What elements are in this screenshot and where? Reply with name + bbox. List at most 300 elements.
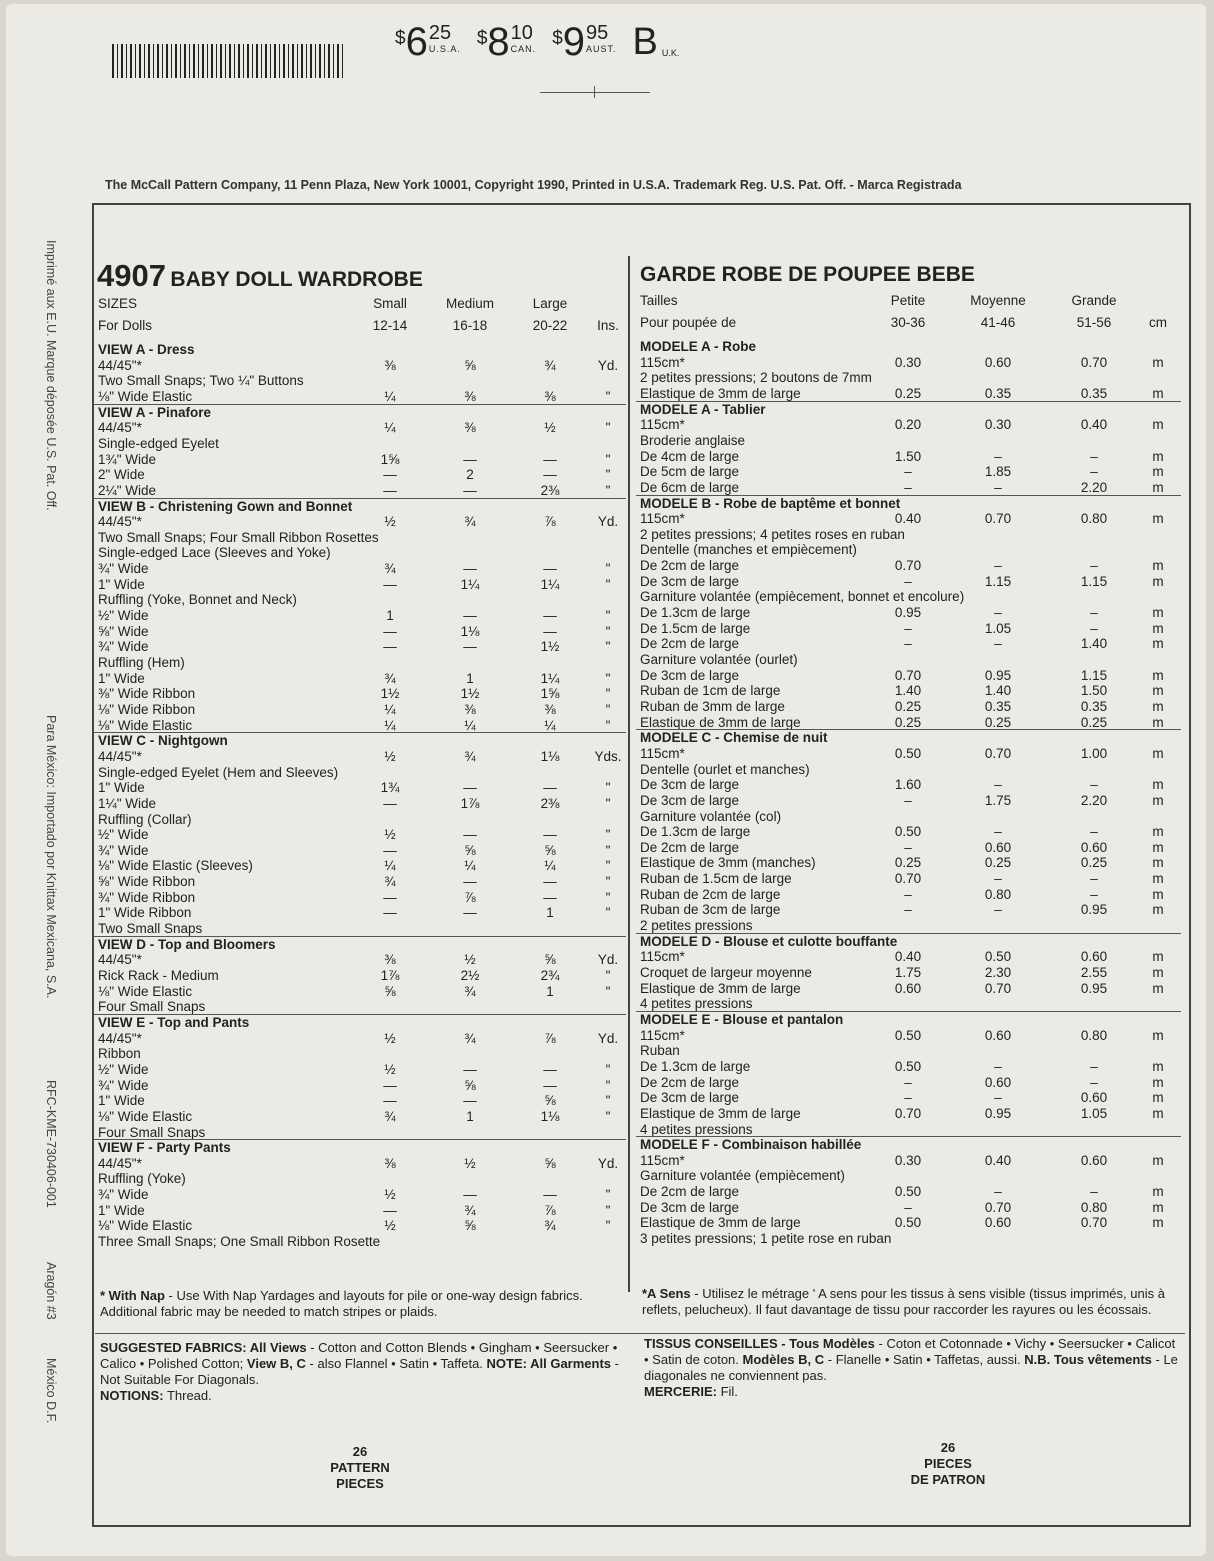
- yardage-row: [98, 780, 628, 796]
- item-label: De 1.3cm de large: [640, 824, 751, 840]
- value-medium: –: [994, 605, 1002, 621]
- value-large: ⅞: [544, 1030, 556, 1046]
- yardage-row: [98, 639, 628, 655]
- price-locale: U.S.A.: [428, 44, 461, 54]
- barcode: [112, 44, 344, 78]
- value-small: —: [383, 889, 397, 905]
- value-small: —: [383, 467, 397, 483]
- value-medium: ½: [464, 952, 476, 968]
- view-heading-row: [640, 339, 1185, 355]
- value-large: ⅝: [544, 842, 556, 858]
- value-small: –: [904, 902, 912, 918]
- value-medium: ¾: [464, 748, 476, 764]
- value-medium: 1.75: [984, 792, 1012, 808]
- value-medium: 1½: [460, 686, 480, 702]
- view-heading-row: [640, 496, 1185, 512]
- value-medium: 0.35: [984, 385, 1012, 401]
- yardage-row: [640, 652, 1185, 668]
- value-small: 0.70: [894, 1105, 922, 1121]
- value-large: —: [543, 451, 557, 467]
- value-small: 1.40: [894, 683, 922, 699]
- value-small: 1¾: [380, 780, 400, 796]
- item-label: 2 petites pressions; 4 petites roses en ruban: [640, 526, 905, 542]
- unit: ": [605, 842, 611, 858]
- yardage-row: [98, 545, 628, 561]
- value-medium: 0.70: [984, 980, 1012, 996]
- value-medium: 2.30: [984, 965, 1012, 980]
- value-medium: ¼: [464, 858, 476, 874]
- yardage-row: [98, 624, 628, 640]
- yardage-row: [640, 887, 1185, 903]
- yardage-row: [98, 921, 628, 937]
- value-medium: 0.60: [984, 839, 1012, 855]
- value-small: —: [383, 795, 397, 811]
- value-large: –: [1090, 871, 1098, 887]
- value-small: 0.25: [894, 855, 922, 871]
- value-large: ½: [544, 420, 556, 436]
- item-label: De 5cm de large: [640, 464, 740, 480]
- value-small: ⅜: [384, 952, 396, 968]
- item-label: De 1.3cm de large: [640, 1058, 751, 1074]
- view-heading: MODELE C - Chemise de nuit: [640, 730, 828, 746]
- value-small: –: [904, 1074, 912, 1090]
- value-large: 0.35: [1080, 698, 1108, 714]
- yardage-row: [98, 968, 628, 984]
- value-small: –: [904, 1090, 912, 1106]
- item-label: Garniture volantée (ourlet): [640, 652, 798, 667]
- item-label: Single-edged Eyelet: [98, 435, 219, 451]
- value-medium: 0.50: [984, 949, 1012, 965]
- value-small: 1.75: [894, 965, 922, 980]
- yardage-row: [640, 1153, 1185, 1169]
- view-heading: VIEW A - Dress: [98, 342, 195, 357]
- unit: m: [1152, 902, 1164, 918]
- yardage-row: [98, 1093, 628, 1109]
- item-label: Four Small Snaps: [98, 999, 206, 1015]
- price-locale: CAN.: [510, 44, 537, 54]
- unit: m: [1152, 636, 1164, 652]
- yardage-row: [98, 1203, 628, 1219]
- unit: m: [1152, 511, 1164, 527]
- yardage-row: [640, 902, 1185, 918]
- unit: m: [1152, 1058, 1164, 1074]
- yardage-row: [640, 1059, 1185, 1075]
- yardage-row: [640, 355, 1185, 371]
- fabrics-views: View B, C: [243, 1356, 306, 1371]
- yardage-row: [98, 577, 628, 593]
- value-large: —: [543, 623, 557, 639]
- value-small: ⅝: [384, 983, 396, 999]
- yardage-row: [640, 1043, 1185, 1059]
- yardage-row: [640, 1122, 1185, 1138]
- unit: m: [1152, 886, 1164, 902]
- yardage-row: [98, 952, 628, 968]
- value-medium: ¾: [464, 1202, 476, 1218]
- unit: m: [1152, 839, 1164, 855]
- value-medium: 0.60: [984, 1027, 1012, 1043]
- value-small: –: [904, 1199, 912, 1215]
- unit: ": [605, 608, 611, 624]
- view-heading: VIEW D - Top and Bloomers: [98, 936, 276, 952]
- value-large: 1⅛: [540, 748, 560, 764]
- unit: ": [605, 451, 611, 467]
- value-large: 0.60: [1080, 839, 1108, 855]
- yardage-row: [98, 1171, 628, 1187]
- item-label: Garniture volantée (empiècement, bonnet et encolure): [640, 589, 965, 605]
- value-large: —: [543, 467, 557, 483]
- pattern-title: BABY DOLL WARDROBE: [170, 268, 423, 291]
- item-label: 115cm*: [640, 354, 685, 370]
- item-label: 115cm*: [640, 1152, 685, 1168]
- value-small: 1⅞: [380, 968, 400, 983]
- yardage-row: [640, 715, 1185, 731]
- item-label: Ruffling (Hem): [98, 655, 185, 670]
- size-range: 41-46: [980, 315, 1016, 330]
- value-small: 0.70: [894, 558, 922, 574]
- yardage-row: [640, 824, 1185, 840]
- item-label: 44/45"*: [98, 1155, 142, 1171]
- value-small: 0.50: [894, 1058, 922, 1074]
- view-heading-row: [98, 499, 628, 515]
- value-medium: –: [994, 1184, 1002, 1200]
- nap-note-text: - Use With Nap Yardages and layouts for pile or one-way design fabrics. Additional fabric may be needed to match stripes or plaids.: [100, 1288, 583, 1319]
- item-label: Ruban de 3mm de large: [640, 698, 785, 714]
- item-label: 2" Wide: [98, 467, 145, 483]
- value-large: ¼: [544, 717, 556, 733]
- unit: ": [605, 1061, 611, 1077]
- value-small: ⅜: [384, 357, 396, 373]
- view-heading-row: [98, 405, 628, 421]
- value-small: —: [383, 1077, 397, 1093]
- unit: m: [1152, 871, 1164, 887]
- view-heading: VIEW B - Christening Gown and Bonnet: [98, 498, 353, 514]
- yardage-row: [640, 1200, 1185, 1216]
- item-label: Ruffling (Collar): [98, 811, 192, 827]
- unit: m: [1152, 714, 1164, 730]
- unit: ": [605, 388, 611, 404]
- unit: ": [605, 905, 611, 921]
- fabrics-note-text: - Le diagonales ne conviennent pas.: [644, 1352, 1178, 1383]
- item-label: ⅛" Wide Ribbon: [98, 701, 196, 717]
- value-small: 0.40: [894, 511, 922, 527]
- yardage-row: [98, 984, 628, 1000]
- yardage-row: [98, 1125, 628, 1141]
- unit: ": [605, 968, 611, 983]
- price-symbol: $: [552, 28, 563, 49]
- value-medium: –: [994, 479, 1002, 495]
- value-small: ¾: [384, 670, 396, 686]
- item-label: 1" Wide Ribbon: [98, 905, 192, 921]
- item-label: 115cm*: [640, 949, 685, 965]
- value-small: 0.95: [894, 605, 922, 621]
- unit: Yd.: [597, 1030, 619, 1046]
- value-large: ¾: [544, 357, 556, 373]
- yardage-row: [640, 527, 1185, 543]
- value-small: ½: [384, 827, 396, 843]
- value-medium: 0.60: [984, 354, 1012, 370]
- value-large: 2⅜: [540, 482, 560, 498]
- item-label: ½" Wide: [98, 1061, 149, 1077]
- unit: m: [1152, 417, 1164, 433]
- price-cents: 10: [510, 22, 533, 44]
- unit: m: [1152, 1215, 1164, 1231]
- yardage-row: [640, 683, 1185, 699]
- value-small: ½: [384, 1187, 396, 1203]
- item-label: ⅛" Wide Elastic: [98, 717, 193, 733]
- value-medium: —: [463, 482, 477, 498]
- value-large: —: [543, 1077, 557, 1093]
- size-small: Petite: [890, 293, 926, 308]
- value-medium: 2½: [460, 968, 480, 983]
- side-text-mexico: Para México: Importado por Knittax Mexicana, S.A.: [44, 715, 58, 999]
- yardage-row: [640, 981, 1185, 997]
- yardage-row: [640, 793, 1185, 809]
- unit: ": [605, 827, 611, 843]
- nap-note-fr: [642, 1286, 1182, 1318]
- yardage-row: [640, 621, 1185, 637]
- item-label: Two Small Snaps; Two ¼" Buttons: [98, 373, 304, 389]
- value-large: –: [1090, 448, 1098, 464]
- value-medium: 0.80: [984, 886, 1012, 902]
- item-label: ⅛" Wide Elastic: [98, 983, 193, 999]
- item-label: De 6cm de large: [640, 479, 740, 495]
- value-small: 0.60: [894, 980, 922, 996]
- value-large: 1.40: [1080, 636, 1108, 652]
- yardage-row: [640, 558, 1185, 574]
- value-medium: —: [463, 561, 477, 577]
- yardage-row: [98, 1156, 628, 1172]
- yardage-row: [640, 871, 1185, 887]
- value-small: ¾: [384, 874, 396, 890]
- item-label: Elastique de 3mm de large: [640, 714, 801, 730]
- item-label: Ruban de 1cm de large: [640, 683, 781, 699]
- value-medium: –: [994, 824, 1002, 840]
- size-medium: Moyenne: [970, 293, 1026, 308]
- item-label: Three Small Snaps; One Small Ribbon Rosette: [98, 1234, 381, 1250]
- view-heading-row: [640, 934, 1185, 950]
- for-dolls-label: For Dolls: [98, 318, 153, 333]
- value-large: 0.70: [1080, 354, 1108, 370]
- unit: ": [605, 670, 611, 686]
- yardage-row: [640, 840, 1185, 856]
- value-small: 0.30: [894, 354, 922, 370]
- item-label: De 1.3cm de large: [640, 605, 751, 621]
- size-range: 16-18: [452, 318, 488, 333]
- value-medium: 1.15: [984, 573, 1012, 589]
- value-small: —: [383, 576, 397, 592]
- yardage-row: [98, 796, 628, 812]
- value-medium: ⅝: [464, 842, 476, 858]
- value-large: 1⅛: [540, 1108, 560, 1124]
- value-medium: ½: [464, 1155, 476, 1171]
- unit: m: [1152, 1090, 1164, 1106]
- unit: m: [1152, 573, 1164, 589]
- value-medium: 0.95: [984, 667, 1012, 683]
- value-small: ¼: [384, 420, 396, 436]
- yardage-row: [98, 608, 628, 624]
- value-small: 0.50: [894, 1184, 922, 1200]
- yardage-row: [640, 1215, 1185, 1231]
- yardage-row: [98, 905, 628, 921]
- unit: ": [605, 561, 611, 577]
- item-label: ¾" Wide: [98, 639, 149, 655]
- value-large: –: [1090, 620, 1098, 636]
- value-small: —: [383, 1202, 397, 1218]
- value-small: —: [383, 639, 397, 655]
- yardage-row: [98, 420, 628, 436]
- item-label: De 1.5cm de large: [640, 620, 751, 636]
- value-large: 0.60: [1080, 1152, 1108, 1168]
- item-label: De 3cm de large: [640, 667, 740, 683]
- price-locale: U.K.: [661, 48, 680, 58]
- value-large: ⅝: [544, 952, 556, 968]
- pieces-label: PIECES: [336, 1476, 384, 1491]
- price-can: [477, 22, 536, 62]
- item-label: Croquet de largeur moyenne: [640, 965, 812, 980]
- view-heading: VIEW A - Pinafore: [98, 404, 212, 420]
- value-large: –: [1090, 1058, 1098, 1074]
- item-label: 44/45"*: [98, 1030, 142, 1046]
- yardage-row: [98, 1234, 628, 1250]
- value-medium: —: [463, 1061, 477, 1077]
- yardage-row: [98, 749, 628, 765]
- unit: m: [1152, 385, 1164, 401]
- price-symbol: $: [476, 28, 488, 49]
- value-large: ⅝: [544, 1093, 556, 1109]
- yardage-row: [640, 1075, 1185, 1091]
- view-heading: VIEW C - Nightgown: [98, 733, 228, 749]
- yardage-row: [640, 1090, 1185, 1106]
- unit: ": [605, 858, 611, 874]
- unit: m: [1152, 558, 1164, 574]
- value-small: 0.30: [894, 1152, 922, 1168]
- value-small: ¼: [384, 388, 396, 404]
- yardage-row: [640, 464, 1185, 480]
- unit: m: [1152, 698, 1164, 714]
- value-small: 0.50: [894, 824, 922, 840]
- value-medium: —: [463, 451, 477, 467]
- unit: ": [605, 1077, 611, 1093]
- value-medium: –: [994, 448, 1002, 464]
- unit: m: [1152, 824, 1164, 840]
- value-large: –: [1090, 777, 1098, 793]
- value-large: 1¼: [540, 576, 560, 592]
- item-label: Dentelle (manches et empiècement): [640, 542, 857, 558]
- item-label: Ruban de 3cm de large: [640, 902, 781, 918]
- unit: m: [1152, 479, 1164, 495]
- value-large: 0.60: [1080, 1090, 1108, 1106]
- item-label: ⅝" Wide Ribbon: [98, 874, 196, 890]
- value-medium: —: [463, 827, 477, 843]
- unit: m: [1152, 605, 1164, 621]
- company-line: The McCall Pattern Company, 11 Penn Plaza, New York 10001, Copyright 1990, Printed in U.S.A. Trademark Reg. U.S. Pat. Off. - Marca Registrada: [105, 178, 962, 192]
- yardage-row: [640, 809, 1185, 825]
- unit: ": [605, 1218, 611, 1234]
- item-label: De 3cm de large: [640, 792, 740, 808]
- item-label: De 2cm de large: [640, 1074, 740, 1090]
- value-small: 0.25: [894, 714, 922, 730]
- yardage-row: [98, 452, 628, 468]
- price-uk: [633, 22, 680, 62]
- item-label: ½" Wide: [98, 827, 149, 843]
- value-small: —: [383, 482, 397, 498]
- value-medium: 0.40: [984, 1152, 1012, 1168]
- value-medium: ⅜: [464, 701, 476, 717]
- value-medium: –: [994, 902, 1002, 918]
- value-small: 0.50: [894, 1027, 922, 1043]
- value-large: 1: [546, 983, 554, 999]
- price-code: B: [632, 21, 658, 63]
- value-large: ⅝: [544, 1155, 556, 1171]
- yardage-row: [98, 1031, 628, 1047]
- value-small: ½: [384, 514, 396, 530]
- value-small: 0.25: [894, 385, 922, 401]
- for-dolls-label: Pour poupée de: [640, 315, 737, 330]
- yardage-row: [640, 574, 1185, 590]
- item-label: Elastique de 3mm de large: [640, 385, 801, 401]
- value-medium: –: [994, 558, 1002, 574]
- value-large: ⅞: [544, 514, 556, 530]
- unit: ": [605, 623, 611, 639]
- value-large: 0.25: [1080, 714, 1108, 730]
- yardage-row: [98, 765, 628, 781]
- section-rule: [95, 1333, 1185, 1334]
- unit: m: [1152, 949, 1164, 965]
- value-medium: 1.85: [984, 464, 1012, 480]
- view-heading: VIEW F - Party Pants: [98, 1140, 231, 1156]
- item-label: Garniture volantée (empiècement): [640, 1168, 845, 1184]
- unit: m: [1152, 1027, 1164, 1043]
- unit: m: [1152, 745, 1164, 761]
- yardage-row: [98, 718, 628, 734]
- unit: m: [1152, 683, 1164, 699]
- yardage-row: [98, 671, 628, 687]
- unit: ": [605, 1202, 611, 1218]
- value-small: 1: [386, 608, 394, 624]
- size-range: 51-56: [1076, 315, 1112, 330]
- yardage-row: [640, 668, 1185, 684]
- value-small: 1.60: [894, 777, 922, 793]
- value-large: 0.25: [1080, 855, 1108, 871]
- nap-note-bold: * With Nap: [100, 1288, 165, 1303]
- unit: Yd.: [597, 952, 619, 968]
- value-large: 0.60: [1080, 949, 1108, 965]
- value-large: 1.15: [1080, 573, 1108, 589]
- fabrics-heading: TISSUS CONSEILLES - Tous Modèles: [644, 1336, 875, 1351]
- value-medium: 0.70: [984, 1199, 1012, 1215]
- item-label: ¾" Wide: [98, 1077, 149, 1093]
- value-medium: ⅜: [464, 420, 476, 436]
- value-large: —: [543, 889, 557, 905]
- item-label: ⅜" Wide Ribbon: [98, 686, 196, 702]
- value-large: –: [1090, 605, 1098, 621]
- value-small: –: [904, 573, 912, 589]
- side-text-trademark: Imprimé aux E.U. Marque déposée U.S. Pat. Off.: [44, 240, 58, 511]
- value-medium: —: [463, 1093, 477, 1109]
- item-label: Elastique de 3mm (manches): [640, 855, 816, 871]
- yardage-row: [98, 373, 628, 389]
- value-large: –: [1090, 824, 1098, 840]
- column-divider: [628, 256, 630, 1292]
- yardage-row: [640, 855, 1185, 871]
- price-symbol: $: [395, 28, 406, 49]
- value-medium: ⅝: [464, 357, 476, 373]
- unit: m: [1152, 448, 1164, 464]
- notions-text: Fil.: [716, 1384, 738, 1399]
- item-label: 115cm*: [640, 511, 685, 527]
- yardage-row: [98, 858, 628, 874]
- unit: ": [605, 1108, 611, 1124]
